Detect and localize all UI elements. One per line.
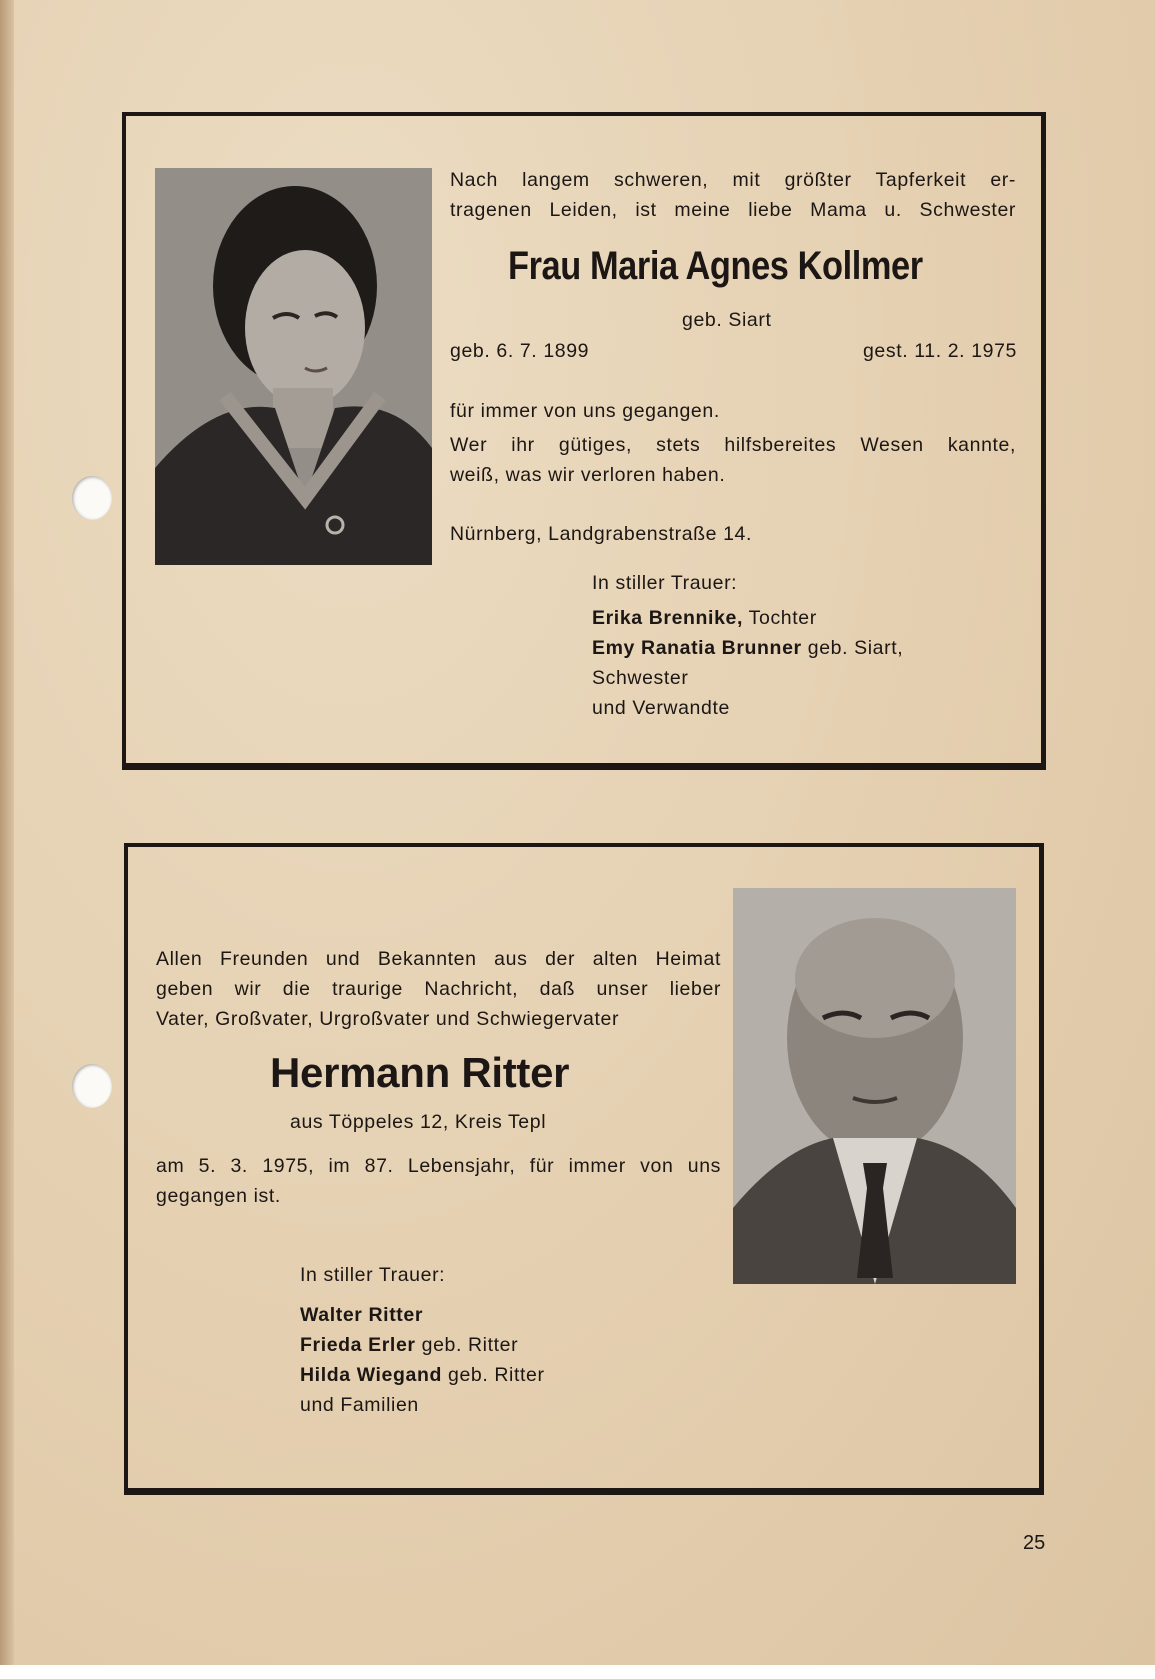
- mourner-line-3: [300, 1360, 545, 1390]
- mourning-heading-2: In stiller Trauer:: [300, 1264, 446, 1286]
- body-line-2: weiß, was wir verloren haben.: [450, 464, 726, 486]
- closing-line-2: und Familien: [300, 1394, 419, 1416]
- portrait-photo-woman: [155, 168, 432, 565]
- mourner-relation: geb. Ritter: [448, 1364, 545, 1386]
- death-date: gest. 11. 2. 1975: [862, 340, 1017, 362]
- punch-hole-bottom: [72, 1064, 112, 1108]
- book-spine-shadow: [0, 0, 14, 1679]
- address-line: Nürnberg, Landgrabenstraße 14.: [450, 523, 753, 545]
- gone-line: für immer von uns gegangen.: [450, 400, 720, 422]
- closing-line-1: und Verwandte: [592, 697, 730, 719]
- portrait-woman-graphic: [155, 168, 432, 565]
- mourner-name: Hilda Wiegand: [300, 1364, 442, 1386]
- intro-line-1: Nach langem schweren, mit größter Tapferkeit er-: [450, 169, 1016, 191]
- mourner-line-1: [592, 603, 817, 633]
- page-bottom-edge: [0, 1665, 1155, 1679]
- intro-line-3: Vater, Großvater, Urgroßvater und Schwiegervater: [156, 1008, 620, 1030]
- intro-line-1: Allen Freunden und Bekannten aus der alten Heimat: [156, 948, 721, 970]
- body-line-1: Wer ihr gütiges, stets hilfsbereites Wesen kannte,: [450, 434, 1016, 456]
- mourner-relation: geb. Siart,: [807, 637, 904, 659]
- mourner-relation: geb. Ritter: [421, 1334, 519, 1356]
- body-line-2: gegangen ist.: [156, 1185, 281, 1207]
- portrait-photo-man: [733, 888, 1016, 1284]
- mourner-name: Walter Ritter: [300, 1304, 424, 1326]
- mourner-line-2: [592, 633, 903, 663]
- intro-line-2: tragenen Leiden, ist meine liebe Mama u. Schwester: [450, 199, 1016, 221]
- mourner-name: Erika Brennike,: [592, 607, 743, 629]
- intro-line-2: geben wir die traurige Nachricht, daß unser lieber: [156, 978, 721, 1000]
- portrait-man-graphic: [733, 888, 1016, 1284]
- mourner-name: Frieda Erler: [300, 1334, 416, 1356]
- mourner-name: Emy Ranatia Brunner: [592, 637, 802, 659]
- page-number: 25: [1023, 1532, 1046, 1554]
- deceased-name-ritter: Hermann Ritter: [270, 1049, 570, 1096]
- mourner-relation: Tochter: [748, 607, 817, 629]
- maiden-name: geb. Siart: [682, 309, 772, 331]
- birth-date: geb. 6. 7. 1899: [450, 340, 590, 362]
- deceased-name-kollmer: Frau Maria Agnes Kollmer: [508, 244, 923, 288]
- punch-hole-top: [72, 476, 112, 520]
- origin-line: aus Töppeles 12, Kreis Tepl: [290, 1111, 547, 1133]
- mourning-heading-1: In stiller Trauer:: [592, 572, 738, 594]
- mourner-relation-line: Schwester: [592, 667, 689, 689]
- mourner-line-1: [300, 1300, 423, 1330]
- body-line-1: am 5. 3. 1975, im 87. Lebensjahr, für immer von uns: [156, 1155, 721, 1177]
- mourner-line-2: [300, 1330, 518, 1360]
